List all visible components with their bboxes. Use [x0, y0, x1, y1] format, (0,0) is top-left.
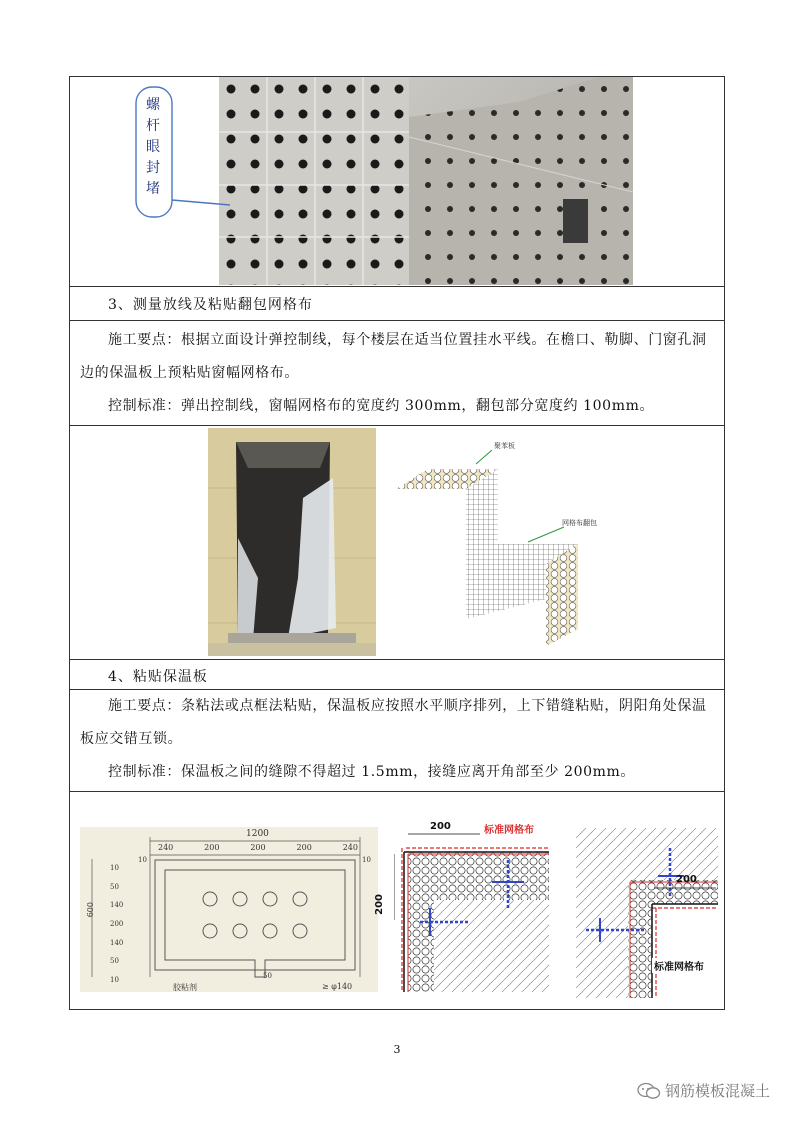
- dim: 50: [110, 957, 119, 966]
- drawing1-dot-label: ≥ φ140: [322, 982, 353, 991]
- section-3-text-row: [70, 321, 724, 426]
- dim: 200: [250, 843, 266, 852]
- drawing1-total-width: 1200: [246, 829, 269, 839]
- drawing1-gap: 50: [263, 972, 272, 980]
- window-opening-photo: [208, 428, 376, 656]
- watermark-text: 钢筋模板混凝土: [664, 1082, 770, 1100]
- bolt-hole-photo: [219, 77, 633, 285]
- watermark: [637, 1080, 770, 1101]
- diagram-label-mesh-wrap: 网格布翻包: [562, 519, 597, 527]
- section-3-heading-row: [70, 287, 724, 321]
- section-3-image-row: [70, 426, 724, 660]
- wechat-icon: [637, 1082, 661, 1100]
- photo-row-bolt-holes: [70, 77, 724, 287]
- drawing3-label: 标准网格布: [652, 958, 706, 973]
- page-number: 3: [393, 1043, 401, 1056]
- section-3-standard: 控制标准：弹出控制线，窗幅网格布的宽度约 300mm，翻包部分宽度约 100mm。: [108, 398, 655, 414]
- section-4-heading: 4、粘贴保温板: [108, 669, 208, 685]
- drawing2-label: 标准网格布: [484, 825, 534, 836]
- dim: 200: [296, 843, 312, 852]
- drawing1-height: 600: [86, 902, 95, 918]
- drawing2-dim-h: 200: [430, 821, 451, 832]
- dim: 50: [110, 882, 119, 891]
- dim: 140: [110, 938, 124, 947]
- dim: 10: [110, 864, 119, 872]
- drawing2-dim-v: 200: [374, 894, 385, 915]
- section-3-heading: 3、测量放线及粘贴翻包网格布: [108, 297, 313, 313]
- content-table: [69, 76, 725, 1010]
- drawing1-edge-left: 10: [138, 856, 147, 864]
- section-4-heading-row: [70, 660, 724, 690]
- dim: 140: [110, 901, 124, 910]
- mesh-wrap-diagram: [388, 434, 588, 649]
- drawing3-dim-h: 200: [676, 874, 697, 885]
- diagram-label-eps-board: 聚苯板: [494, 442, 515, 450]
- drawing1-adhesive-label: 胶粘剂: [173, 983, 197, 992]
- outside-corner-mesh-drawing: [394, 830, 554, 998]
- section-3-key-points: 施工要点：根据立面设计弹控制线，每个楼层在适当位置挂水平线。在檐口、勒脚、门窗孔洞边的保温板上预粘贴窗幅网格布。: [80, 332, 707, 381]
- dim: 10: [110, 975, 119, 984]
- dim: 240: [342, 843, 358, 852]
- section-4-drawing-row: [70, 792, 724, 1009]
- drawing1-left-dims: [110, 864, 123, 984]
- dim: 200: [204, 843, 220, 852]
- callout-text: 螺杆眼封堵: [146, 97, 160, 197]
- drawing1-edge-right: 10: [362, 856, 371, 864]
- dim: 240: [158, 843, 174, 852]
- section-4-text-row: [70, 690, 724, 792]
- section-4-standard: 控制标准：保温板之间的缝隙不得超过 1.5mm，接缝应离开角部至少 200mm。: [108, 764, 635, 780]
- section-4-key-points: 施工要点：条粘法或点框法粘贴，保温板应按照水平顺序排列，上下错缝粘贴，阴阳角处保温板应交错互锁。: [80, 698, 707, 747]
- drawing1-top-dims: [158, 843, 358, 852]
- dim: 200: [110, 919, 124, 928]
